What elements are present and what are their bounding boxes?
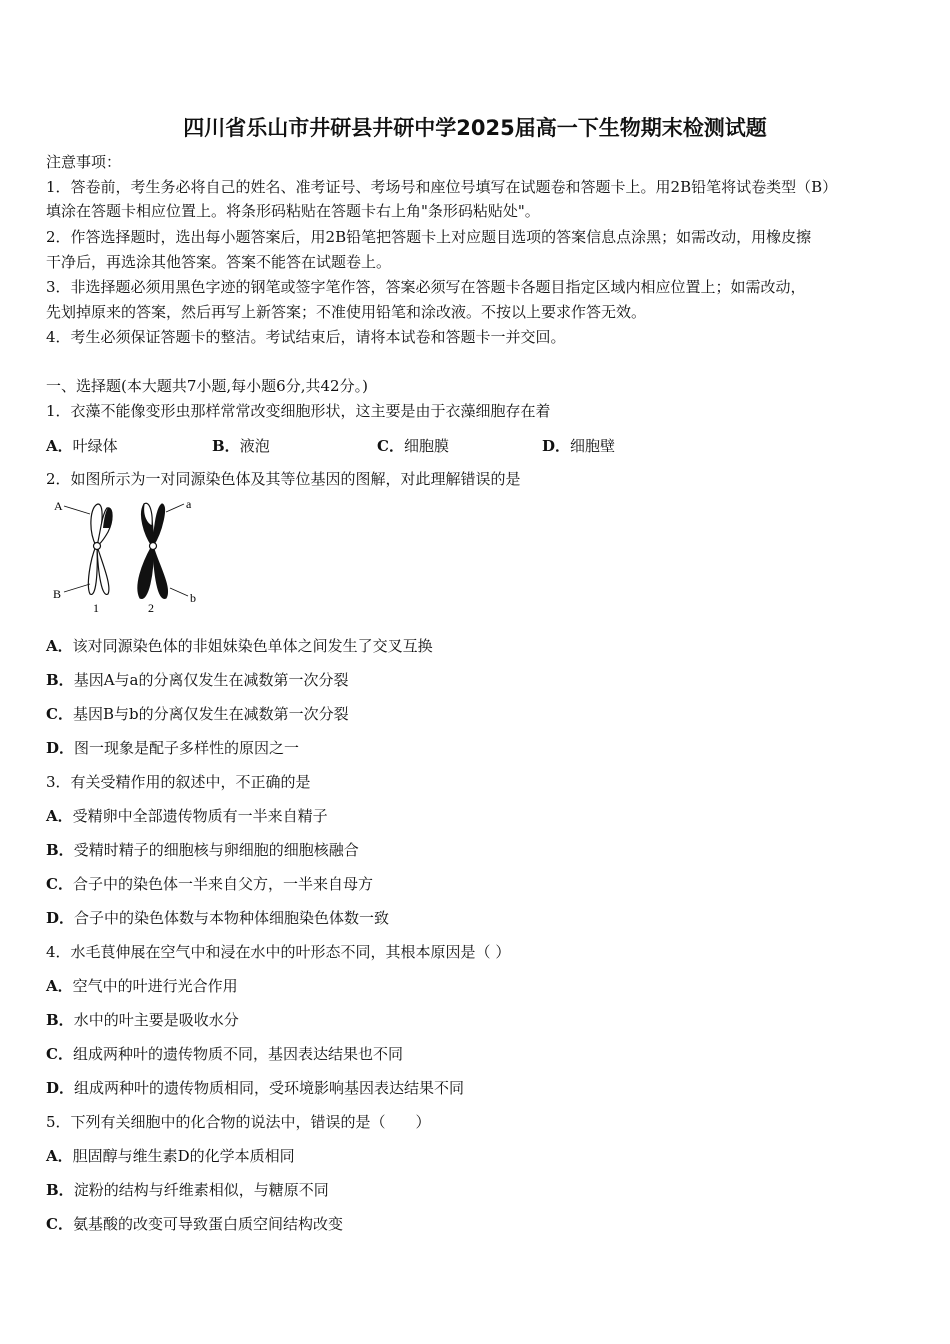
q5-option-a-text: 胆固醇与维生素D的化学本质相同 [72, 1147, 295, 1165]
q3-option-c-label: C． [46, 875, 73, 893]
q4-option-d [46, 1078, 464, 1098]
q1-option-b-label: B． [212, 437, 240, 455]
q1-option-b-text: 液泡 [239, 437, 270, 455]
q4-option-d-text: 组成两种叶的遗传物质相同，受环境影响基因表达结果不同 [74, 1079, 465, 1097]
q1-option-c-text: 细胞膜 [403, 437, 449, 455]
q3-option-c-text: 合子中的染色体一半来自父方，一半来自母方 [72, 875, 373, 893]
q2-stem: 2．如图所示为一对同源染色体及其等位基因的图解，对此理解错误的是 [46, 470, 521, 488]
q3-option-a [46, 806, 328, 826]
q1-option-d-label: D． [542, 437, 571, 455]
q4-option-c-text: 组成两种叶的遗传物质不同，基因表达结果也不同 [72, 1045, 403, 1063]
q3-option-a-text: 受精卵中全部遗传物质有一半来自精子 [72, 807, 328, 825]
label-B: B [53, 587, 62, 601]
q3-stem: 3．有关受精作用的叙述中，不正确的是 [46, 773, 311, 791]
q4-option-a [46, 976, 238, 996]
q3-option-b [46, 840, 359, 860]
q4-option-c [46, 1044, 403, 1064]
notice-line-4: 干净后，再选涂其他答案。答案不能答在试题卷上。 [46, 253, 392, 271]
q5-stem: 5．下列有关细胞中的化合物的说法中，错误的是（ ） [46, 1113, 431, 1131]
label-b: b [190, 591, 196, 605]
q2-option-a-text: 该对同源染色体的非姐妹染色单体之间发生了交叉互换 [72, 637, 433, 655]
q4-option-d-label: D． [46, 1079, 75, 1097]
q1-option-b [212, 435, 270, 456]
chromosome-diagram [50, 494, 210, 616]
q3-option-b-text: 受精时精子的细胞核与卵细胞的细胞核融合 [73, 841, 359, 859]
q1-option-c-label: C． [377, 437, 404, 455]
notice-heading: 注意事项： [46, 153, 122, 171]
q2-option-c-label: C． [46, 705, 73, 723]
leader-line-B [64, 584, 90, 592]
leader-line-A [64, 506, 90, 514]
q4-option-a-label: A． [46, 977, 73, 995]
q1-option-a-text: 叶绿体 [72, 437, 118, 455]
q2-option-a [46, 636, 433, 656]
q3-option-d [46, 908, 389, 928]
q3-option-c [46, 874, 373, 894]
label-A: A [54, 499, 63, 513]
q2-option-a-label: A． [46, 637, 73, 655]
q1-option-a-label: A． [46, 437, 73, 455]
q1-option-c [377, 435, 449, 456]
chromosome-2 [138, 503, 168, 598]
q4-option-c-label: C． [46, 1045, 73, 1063]
page-title: 四川省乐山市井研县井研中学2025届高一下生物期末检测试题 [183, 116, 767, 140]
q1-option-d-text: 细胞壁 [570, 437, 616, 455]
q5-option-c-label: C． [46, 1215, 73, 1233]
q5-option-c-text: 氨基酸的改变可导致蛋白质空间结构改变 [72, 1215, 343, 1233]
q5-option-a-label: A． [46, 1147, 73, 1165]
q5-option-a [46, 1146, 295, 1166]
q1-option-d [542, 435, 615, 456]
notice-line-2: 填涂在答题卡相应位置上。将条形码粘贴在答题卡右上角"条形码粘贴处"。 [46, 202, 540, 220]
notice-line-5: 3．非选择题必须用黑色字迹的钢笔或签字笔作答，答案必须写在答题卡各题目指定区域内相应位置上；如需改动， [46, 278, 806, 296]
notice-line-6: 先划掉原来的答案，然后再写上新答案；不准使用铅笔和涂改液。不按以上要求作答无效。 [46, 303, 647, 321]
q2-option-b-text: 基因A与a的分离仅发生在减数第一次分裂 [73, 671, 349, 689]
q1-option-a [46, 435, 118, 456]
chromosome-1 [88, 504, 112, 594]
q5-option-b-text: 淀粉的结构与纤维素相似，与糖原不同 [73, 1181, 329, 1199]
notice-line-3: 2．作答选择题时，选出每小题答案后，用2B铅笔把答题卡上对应题目选项的答案信息点涂黑；如需改动，用橡皮擦 [46, 228, 812, 246]
q3-option-b-label: B． [46, 841, 74, 859]
q2-option-c-text: 基因B与b的分离仅发生在减数第一次分裂 [72, 705, 349, 723]
q3-option-d-label: D． [46, 909, 75, 927]
leader-line-a [166, 504, 184, 512]
q3-option-d-text: 合子中的染色体数与本物种体细胞染色体数一致 [74, 909, 390, 927]
notice-line-7: 4．考生必须保证答题卡的整洁。考试结束后，请将本试卷和答题卡一并交回。 [46, 328, 566, 346]
label-2: 2 [148, 601, 154, 615]
notice-line-1: 1．答卷前，考生务必将自己的姓名、准考证号、考场号和座位号填写在试题卷和答题卡上。用2B铅笔将试卷类型（B） [46, 178, 838, 196]
q2-option-d-label: D． [46, 739, 75, 757]
q2-option-b-label: B． [46, 671, 74, 689]
q5-option-c [46, 1214, 343, 1234]
leader-line-b [170, 588, 188, 596]
chromosome-figure [50, 494, 210, 616]
q4-option-b [46, 1010, 239, 1030]
q4-option-b-text: 水中的叶主要是吸收水分 [73, 1011, 239, 1029]
label-1: 1 [93, 601, 99, 615]
label-a: a [186, 497, 192, 511]
q4-option-b-label: B． [46, 1011, 74, 1029]
q3-option-a-label: A． [46, 807, 73, 825]
q2-option-d-text: 图一现象是配子多样性的原因之一 [74, 739, 300, 757]
q5-option-b [46, 1180, 329, 1200]
q2-option-c [46, 704, 349, 724]
q4-stem: 4．水毛茛伸展在空气中和浸在水中的叶形态不同，其根本原因是（ ） [46, 943, 511, 961]
section-heading: 一、选择题(本大题共7小题,每小题6分,共42分。) [46, 377, 368, 395]
q2-option-b [46, 670, 348, 690]
q5-option-b-label: B． [46, 1181, 74, 1199]
q4-option-a-text: 空气中的叶进行光合作用 [72, 977, 238, 995]
q2-option-d [46, 738, 299, 758]
q1-stem: 1．衣藻不能像变形虫那样常常改变细胞形状，这主要是由于衣藻细胞存在着 [46, 402, 551, 420]
